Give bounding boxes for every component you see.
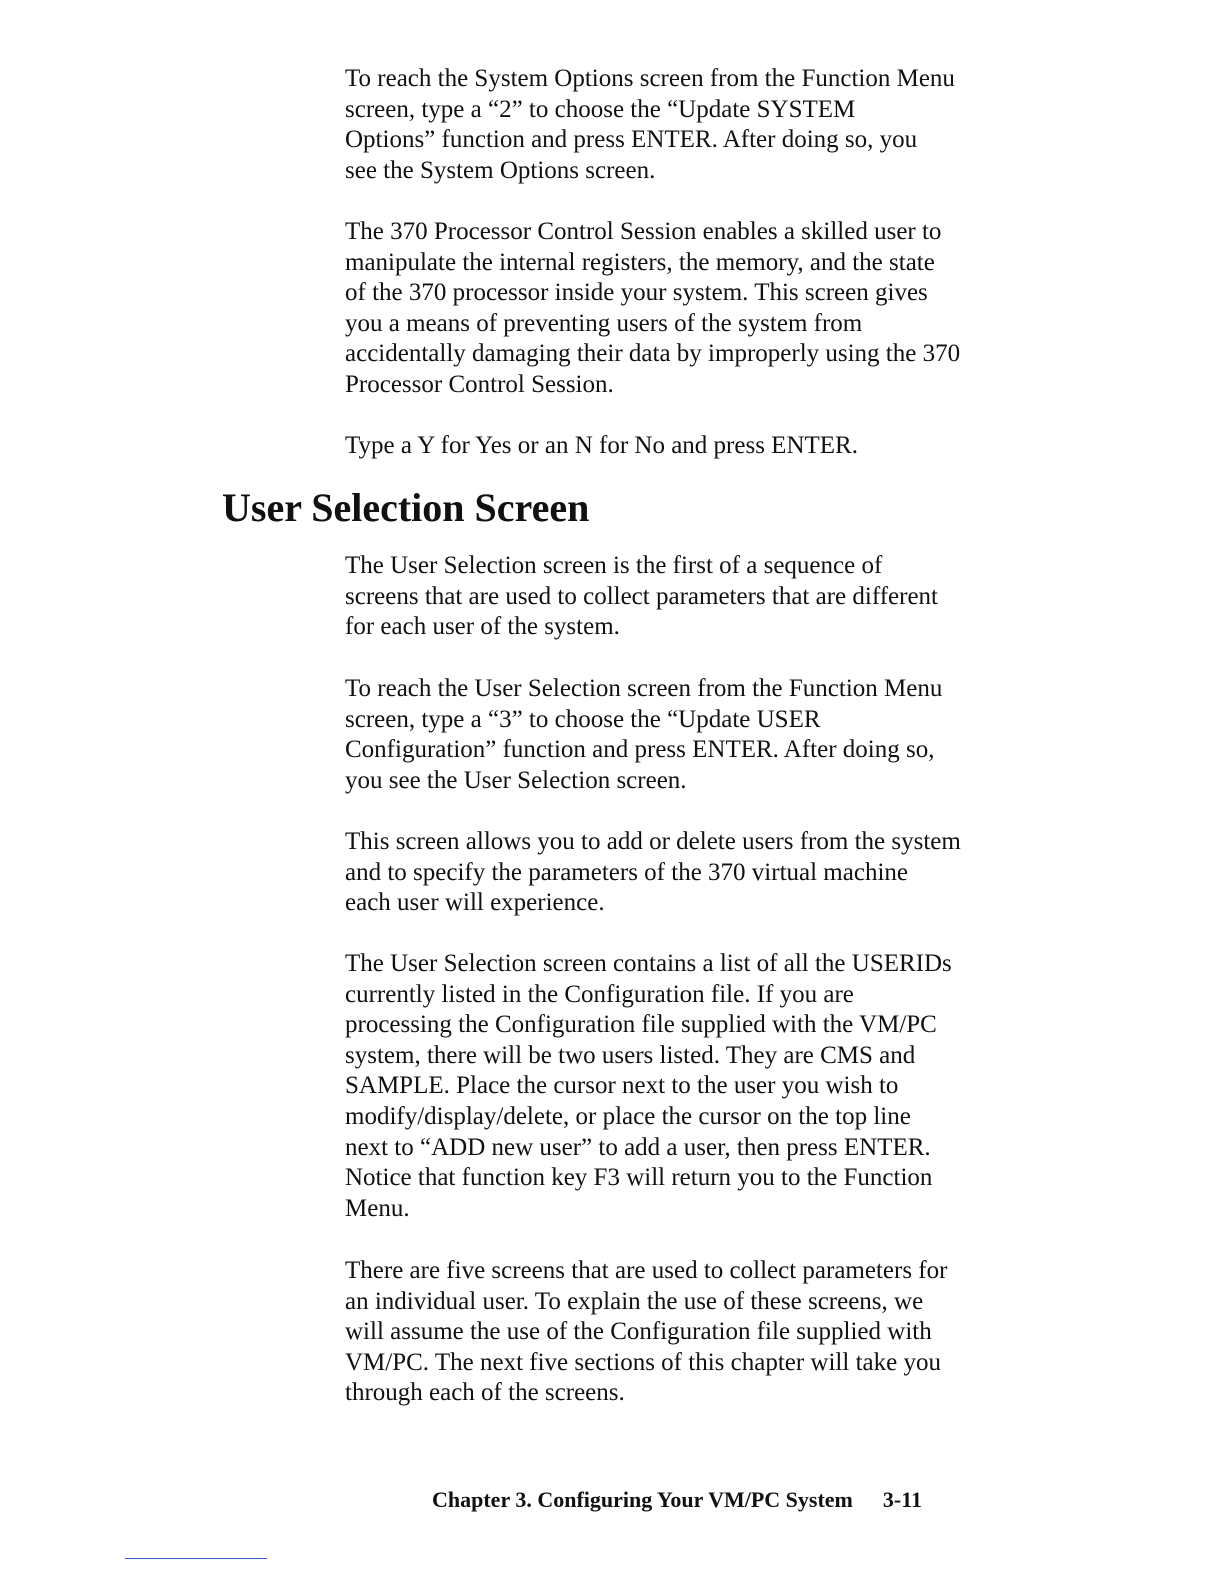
text-line: for each user of the system. [345, 613, 620, 641]
footer-chapter-title: Chapter 3. Configuring Your VM/PC System [432, 1487, 853, 1512]
text-line: will assume the use of the Configuration file supplied with [345, 1318, 932, 1346]
paragraph-processor-control [345, 217, 1035, 401]
text-line: currently listed in the Configuration file. If you are [345, 980, 854, 1008]
text-line: next to “ADD new user” to add a user, then press ENTER. [345, 1133, 931, 1161]
paragraph-system-options-intro [345, 64, 1035, 186]
text-line: you a means of preventing users of the system from [345, 309, 863, 337]
text-line: accidentally damaging their data by improperly using the 370 [345, 340, 961, 368]
text-line: The User Selection screen contains a list of all the USERIDs [345, 950, 952, 977]
text-line: an individual user. To explain the use of these screens, we [345, 1287, 924, 1315]
paragraph-reach-user-selection [345, 674, 1035, 796]
text-line: Menu. [345, 1194, 410, 1222]
text-line: SAMPLE. Place the cursor next to the user you wish to [345, 1072, 899, 1100]
text-line: manipulate the internal registers, the memory, and the state [345, 248, 935, 276]
text-line: Options” function and press ENTER. After doing so, you [345, 126, 918, 154]
page-footer [432, 1486, 922, 1514]
text-line: of the 370 processor inside your system. This screen gives [345, 279, 928, 307]
text-line: Configuration” function and press ENTER. After doing so, [345, 736, 935, 764]
paragraph-userid-list [345, 949, 1035, 1224]
text-line: To reach the System Options screen from the Function Menu [345, 65, 955, 92]
text-line: Processor Control Session. [345, 370, 614, 398]
text-line: processing the Configuration file supplied with the VM/PC [345, 1011, 937, 1039]
text-line: through each of the screens. [345, 1379, 625, 1407]
text-line: VM/PC. The next five sections of this chapter will take you [345, 1348, 941, 1376]
paragraph-yes-no-instruction [345, 431, 1035, 462]
paragraph-user-selection-intro [345, 551, 1035, 643]
footer-rule [125, 1558, 267, 1559]
text-line: Notice that function key F3 will return you to the Function [345, 1164, 933, 1192]
text-line: screen, type a “3” to choose the “Update USER [345, 705, 821, 733]
text-line: The 370 Processor Control Session enables a skilled user to [345, 218, 942, 245]
text-line: each user will experience. [345, 889, 605, 917]
paragraph-add-delete-users [345, 827, 1035, 919]
text-line: see the System Options screen. [345, 156, 656, 184]
text-line: you see the User Selection screen. [345, 766, 687, 794]
text-line: The User Selection screen is the first of a sequence of [345, 552, 883, 579]
text-line: Type a Y for Yes or an N for No and press ENTER. [345, 432, 858, 459]
text-line: modify/display/delete, or place the cursor on the top line [345, 1102, 911, 1130]
text-line: system, there will be two users listed. They are CMS and [345, 1041, 916, 1069]
footer-page-number: 3-11 [882, 1487, 922, 1512]
text-line: There are five screens that are used to collect parameters for [345, 1257, 948, 1284]
text-line: screens that are used to collect parameters that are different [345, 582, 938, 610]
section-heading: User Selection Screen [222, 485, 590, 530]
text-line: screen, type a “2” to choose the “Update SYSTEM [345, 95, 856, 123]
text-line: To reach the User Selection screen from the Function Menu [345, 675, 943, 702]
paragraph-five-screens [345, 1256, 1035, 1409]
text-line: and to specify the parameters of the 370 virtual machine [345, 858, 908, 886]
text-line: This screen allows you to add or delete users from the system [345, 828, 961, 855]
